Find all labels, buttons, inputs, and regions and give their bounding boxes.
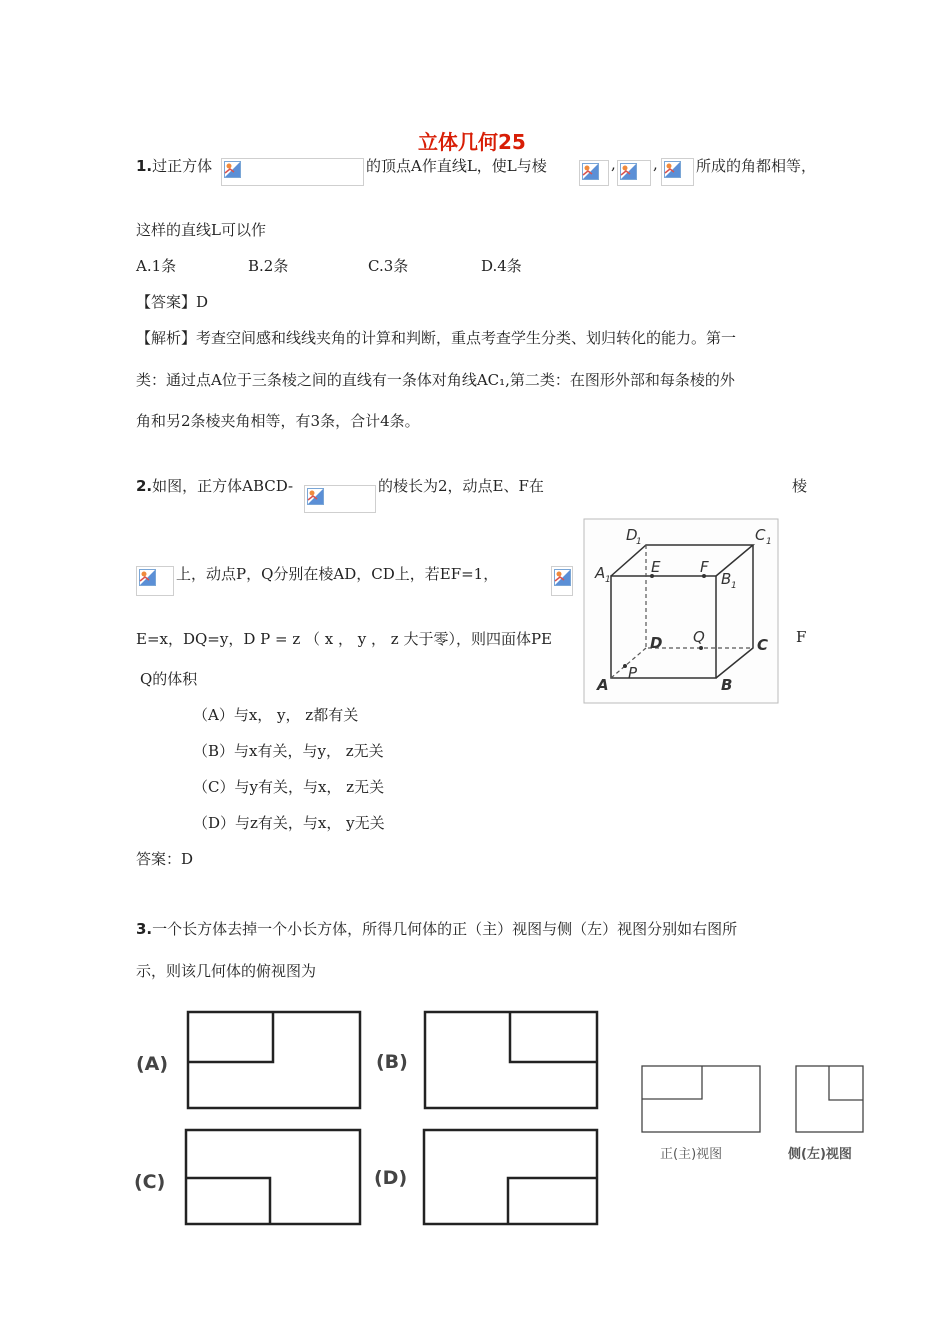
image-placeholder-a1: [551, 566, 573, 596]
label-b1-sub: 1: [731, 581, 737, 591]
q1-answer: 【答案】D: [136, 293, 209, 311]
q1-option-b: B.2条: [248, 257, 289, 275]
label-a1: A: [595, 564, 606, 582]
option-d-inner: [508, 1178, 597, 1224]
label-a1-sub: 1: [605, 575, 611, 585]
label-c1-sub: 1: [766, 537, 772, 547]
image-placeholder-cube: [221, 158, 364, 186]
q1-option-d: D.4条: [481, 257, 522, 275]
front-view-label: 正(主)视图: [660, 1147, 723, 1162]
label-d1: D: [626, 526, 638, 544]
option-b-label: (B): [376, 1051, 408, 1073]
q2-answer: 答案：D: [136, 850, 194, 868]
q2-number: 2.: [136, 477, 153, 495]
q1-option-a: A.1条: [136, 257, 177, 275]
label-b: B: [721, 676, 733, 694]
image-placeholder-cube-top: [304, 485, 376, 513]
q1-comma1: ,: [611, 155, 616, 173]
image-placeholder-edge2: [617, 160, 651, 186]
q3-options-figure: [128, 998, 608, 1230]
q2-line1: [136, 475, 293, 496]
q2-option-d: （D）与z有关，与x， y无关: [193, 814, 385, 832]
label-a: A: [597, 676, 609, 694]
q1-analysis-line3: 角和另2条棱夹角相等，有3条，合计4条。: [136, 412, 420, 430]
label-f: F: [700, 558, 709, 576]
q2-line2: 上，动点P，Q分别在棱AD，CD上，若EF=1，: [176, 565, 499, 583]
q2-text-c: 棱: [792, 477, 808, 495]
q2-option-a: （A）与x， y， z都有关: [193, 706, 359, 724]
cube-figure: [583, 518, 779, 704]
q3-views-figure: [628, 1050, 878, 1170]
image-placeholder-edge-a1b1: [136, 566, 174, 596]
label-e: E: [651, 558, 661, 576]
q1-analysis-line2: 类：通过点A位于三条棱之间的直线有一条体对角线AC₁,第二类：在图形外部和每条棱的外: [136, 371, 735, 389]
broken-image-icon: [224, 161, 241, 178]
q1-line1: [136, 155, 212, 176]
q3-line1: [136, 918, 737, 939]
broken-image-icon: [554, 569, 571, 586]
broken-image-icon: [582, 163, 599, 180]
point-q: [699, 646, 703, 650]
broken-image-icon: [664, 161, 681, 178]
option-d-label: (D): [374, 1167, 408, 1189]
option-a-label: (A): [136, 1053, 169, 1075]
label-c: C: [757, 636, 769, 654]
q2-option-c: （C）与y有关，与x， z无关: [193, 778, 385, 796]
label-d: D: [650, 634, 663, 652]
q2-text-a: 如图，正方体ABCD-: [152, 477, 294, 495]
figure-frame: [584, 519, 778, 703]
q1-text-c: 所成的角都相等，: [696, 157, 817, 175]
image-placeholder-edge1: [579, 160, 609, 186]
q1-text-b: 的顶点A作直线L，使L与棱: [366, 157, 547, 175]
q2-option-b: （B）与x有关，与y， z无关: [193, 742, 384, 760]
q1-text-a: 过正方体: [152, 157, 213, 175]
option-a-inner: [188, 1012, 273, 1062]
q1-option-c: C.3条: [368, 257, 409, 275]
q1-comma2: ,: [653, 155, 658, 173]
label-d1-sub: 1: [636, 537, 642, 547]
q1-line2: 这样的直线L可以作: [136, 221, 266, 239]
side-view-label: 侧(左)视图: [788, 1147, 852, 1162]
q3-line2: 示，则该几何体的俯视图为: [136, 962, 317, 980]
q3-number: 3.: [136, 920, 153, 938]
q2-text-b: 的棱长为2，动点E、F在: [378, 477, 544, 495]
q2-line3-end: F: [796, 628, 807, 646]
q2-line4: Q的体积: [140, 670, 198, 688]
q3-text: 一个长方体去掉一个小长方体，所得几何体的正（主）视图与侧（左）视图分别如右图所: [152, 920, 738, 938]
q2-line3: E=x，DQ=y，D P = z （ x ， y ， z 大于零），则四面体PE: [136, 630, 552, 648]
broken-image-icon: [620, 163, 637, 180]
side-view-inner: [829, 1066, 863, 1100]
broken-image-icon: [139, 569, 156, 586]
point-p: [623, 664, 627, 668]
page-title: 立体几何25: [418, 130, 526, 154]
q1-number: 1.: [136, 157, 153, 175]
label-p: P: [628, 664, 638, 682]
q1-analysis-line1: 【解析】考查空间感和线线夹角的计算和判断，重点考查学生分类、划归转化的能力。第一: [136, 329, 737, 347]
front-view-inner: [642, 1066, 702, 1099]
label-q: Q: [693, 628, 705, 646]
image-placeholder-edge3: [661, 158, 694, 186]
option-c-inner: [186, 1178, 270, 1224]
option-c-label: (C): [134, 1171, 166, 1193]
broken-image-icon: [307, 488, 324, 505]
label-b1: B: [721, 570, 732, 588]
label-c1: C: [755, 526, 766, 544]
option-b-inner: [510, 1012, 597, 1062]
